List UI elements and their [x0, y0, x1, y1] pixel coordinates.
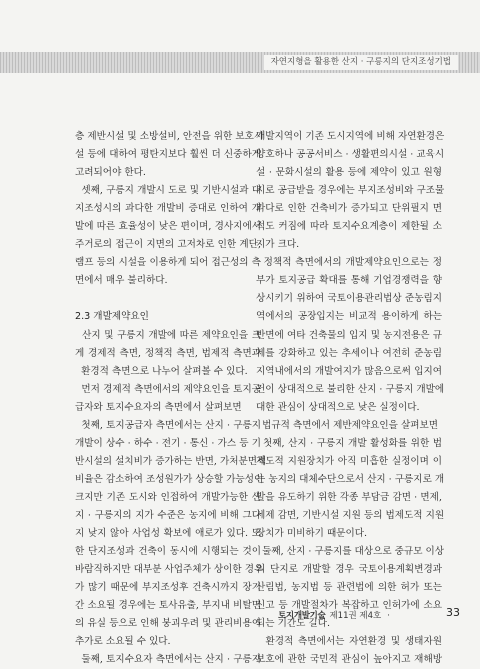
text-line: 둘째, 토지수요자 측면에서는 산지 · 구릉지	[75, 654, 261, 666]
text-line: 개발이 상수 · 하수 · 전기 · 통신 · 가스 등 기	[75, 437, 261, 449]
text-line: 지 · 구릉지의 지가 수준은 농지에 비해 그다	[75, 509, 261, 521]
left-text-column	[75, 128, 267, 669]
text-line: 첫째, 산지 · 구릉지 개발 활성화를 위한 법	[256, 437, 442, 449]
text-line	[75, 290, 261, 308]
text-line: 는 농지의 대체수단으로서 산지 · 구릉지로 개	[256, 473, 445, 485]
text-line: 면에서 매우 불리하다.	[75, 275, 168, 287]
text-line: 역에서의 공장입지는 비교적 용이하게 하는	[256, 311, 442, 323]
text-line: 급자와 토지수요자의 측면에서 살펴보면	[75, 401, 242, 413]
text-line: 보호에 관한 국민적 관심이 높아지고 재해방	[256, 654, 442, 666]
text-line: 되는 기간도 길다.	[256, 618, 331, 630]
text-line: 양호하나 공공서비스 · 생활편의시설 · 교육시	[256, 149, 445, 161]
text-line: 추가로 소요될 수 있다.	[75, 636, 171, 648]
text-line: 정책적 측면에서의 개발제약요인으로는 정	[256, 257, 442, 269]
text-line: 지 낮지 않아 사업성 확보에 애로가 있다. 또	[75, 528, 261, 540]
text-line: 간 소요될 경우에는 토사유출, 부지내 비탈면	[75, 600, 261, 612]
text-line: 제를 강화하고 있는 추세이나 여전히 준농림	[256, 347, 442, 359]
text-line: 법규적 측면에서 제반제약요인을 살펴보면	[256, 419, 439, 431]
text-line: 제도적 지원장치가 아직 미흡한 실정이며 이	[256, 455, 442, 467]
text-line: 첫째, 토지공급자 측면에서는 산지 · 구릉지	[75, 419, 261, 431]
section-heading: 2.3 개발제약요인	[75, 311, 149, 323]
text-line: 지로 공급받을 경우에는 부지조성비와 구조물	[256, 185, 445, 197]
page-footer	[278, 609, 396, 621]
text-line: 대한 관심이 상대적으로 낮은 실정이다.	[256, 401, 420, 413]
text-line: 개발지역이 기존 도시지역에 비해 자연환경은	[256, 131, 445, 142]
text-line: 발에 따른 효율성이 낮은 편이며, 경사지에서	[75, 221, 261, 233]
footer-separator: ·	[387, 611, 390, 621]
text-line: 크지만 기존 도시와 인접하여 개발가능한 산	[75, 491, 261, 503]
text-line: 지가 크다.	[256, 239, 300, 251]
text-line: 건이 상대적으로 불리한 산지 · 구릉지 개발에	[256, 383, 445, 395]
magazine-name: 토지개발기술	[278, 611, 326, 621]
text-line: 한 단지조성과 건축이 동시에 시행되는 것이	[75, 546, 261, 558]
text-line: 적도 커짐에 따라 토지수요계층이 제한될 소	[256, 221, 442, 233]
text-line: 지역내에서의 개발여지가 많음으로써 입지여	[256, 365, 442, 377]
text-line: 환경적 측면으로 나누어 살펴볼 수 있다.	[75, 365, 248, 377]
text-line: 부가 토지공급 확대를 통해 기업경쟁력을 향	[256, 275, 442, 287]
text-line: 신고 등 개발절차가 복잡하고 인허가에 소요	[256, 600, 442, 612]
text-line: 셋째, 구릉지 개발시 도로 및 기반시설과 대	[75, 185, 261, 197]
text-line: 먼저 경제적 측면에서의 제약요인을 토지공	[75, 383, 261, 395]
text-line: 비율은 감소하여 조성원가가 상승할 가능성이	[75, 473, 264, 485]
text-line: 램프 등의 시설을 이용하게 되어 접근성의 측	[75, 257, 261, 269]
page-number: 33	[446, 606, 460, 619]
text-line: 층 제반시설 및 소방설비, 안전을 위한 보호시	[75, 131, 264, 142]
text-line: 설 · 문화시설의 활용 등에 제약이 있고 원형	[256, 167, 442, 179]
text-line: 주거로의 접근이 지면의 고저차로 인한 계단,	[75, 239, 261, 251]
text-line: 의 단지로 개발할 경우 국토이용계획변경과	[256, 564, 442, 576]
text-line: 환경적 측면에서는 자연환경 및 생태자원	[256, 636, 442, 648]
text-line: 설 등에 대하여 평탄지보다 훨씬 더 신중하게	[75, 149, 261, 161]
text-line: 산지 및 구릉지 개발에 따른 제약요인을 크	[75, 329, 261, 341]
issue-number: 제11권 제4호	[329, 611, 382, 621]
right-text-column	[256, 128, 445, 669]
text-line: 바람직하지만 대부분 사업주체가 상이한 경우	[75, 564, 264, 576]
text-line: 발을 유도하기 위한 각종 부담금 감면 · 면제,	[256, 491, 442, 503]
text-line: 가 많기 때문에 부지조성후 건축시까지 장기	[75, 582, 261, 594]
text-line: 세제 감면, 기반시설 지원 등의 법제도적 지원	[256, 509, 445, 521]
text-line: 장치가 미비하기 때문이다.	[256, 528, 368, 540]
text-line: 고려되어야 한다.	[75, 167, 146, 179]
text-line: 의 유실 등으로 인해 붕괴우려 및 관리비용이	[75, 618, 261, 630]
text-line: 둘째, 산지 · 구릉지를 대상으로 중규모 이상	[256, 546, 445, 558]
text-line: 게 경제적 측면, 정책적 측면, 법제적 측면과	[75, 347, 261, 359]
running-header-bar	[0, 52, 480, 73]
text-line: 과다로 인한 건축비가 증가되고 단위필지 면	[256, 203, 442, 215]
text-line: 지조성시의 과다한 개발비 증대로 인하여 개	[75, 203, 261, 215]
text-line: 반면에 여타 건축물의 입지 및 농지전용은 규	[256, 329, 442, 341]
running-header-title: 자연지형을 활용한 산지 · 구릉지의 단지조성기법	[264, 55, 458, 70]
text-line: 상시키기 위하여 국토이용관리법상 준농림지	[256, 293, 442, 305]
text-line: 반시설의 설치비가 증가하는 반면, 가처분면적	[75, 455, 267, 467]
text-line: 산림법, 농지법 등 관련법에 의한 허가 또는	[256, 582, 442, 594]
